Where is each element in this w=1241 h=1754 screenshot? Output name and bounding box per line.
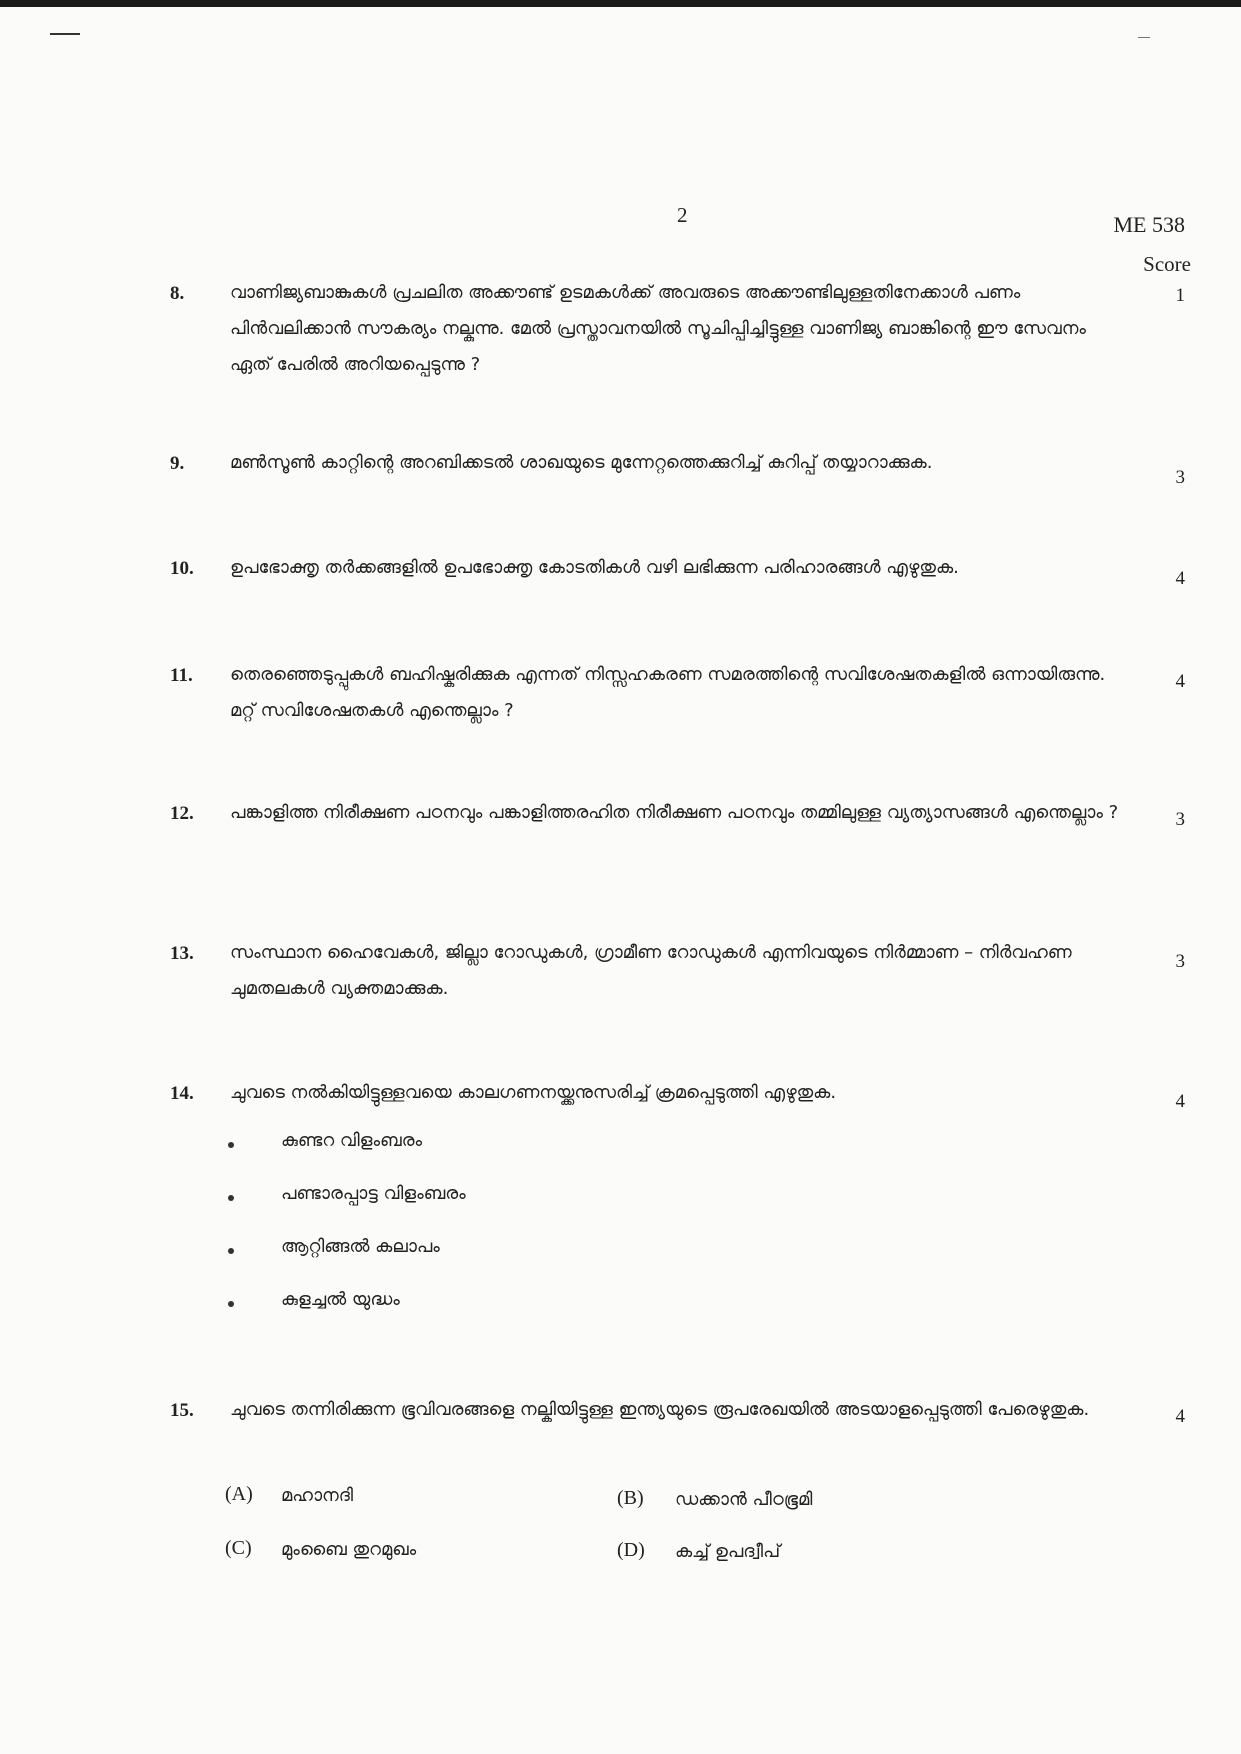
bullet-icon: [228, 1248, 234, 1254]
question-text: വാണിജ്യബാങ്കുകൾ പ്രചലിത അക്കൗണ്ട് ഉടമകൾക്ക് അവരുടെ അക്കൗണ്ടിലുള്ളതിനേക്കാൾ പണം പിൻവലിക്കാൻ സൗകര്യം നല്കുന്നു. മേൽ പ്രസ്താവനയിൽ സൂചിപ്പിച്ചിട്ടുള്ള വാണിജ്യ ബാങ്കിന്റെ ഈ സേവനം ഏത് പേരിൽ അറിയപ്പെടുന്നു ?: [230, 282, 1086, 375]
question-number: 9.: [170, 453, 185, 474]
list-item-text: പണ്ടാരപ്പാട്ട വിളംബരം: [281, 1183, 466, 1204]
question-score: 4: [1175, 1091, 1185, 1112]
option-label: (B): [617, 1487, 644, 1509]
q15-option-d: [617, 1539, 1037, 1569]
list-item: [225, 1289, 625, 1319]
question-text: ചുവടെ തന്നിരിക്കുന്ന ഭൂവിവരങ്ങളെ നല്കിയിട്ടുള്ള ഇന്ത്യയുടെ രൂപരേഖയിൽ അടയാളപ്പെടുത്തി പേരെഴുതുക.: [230, 1399, 1090, 1420]
q15-option-c: [225, 1537, 645, 1567]
question-number: 11.: [170, 665, 193, 686]
q15-option-b: [617, 1487, 1037, 1517]
scan-mark: [1138, 37, 1150, 38]
question-number: 15.: [170, 1400, 194, 1421]
question-score: 1: [1175, 285, 1185, 306]
question-text: മൺസൂൺ കാറ്റിന്റെ അറബിക്കടൽ ശാഖയുടെ മുന്നേറ്റത്തെക്കുറിച്ച് കുറിപ്പ് തയ്യാറാക്കുക.: [230, 452, 933, 473]
list-item: [225, 1130, 625, 1160]
option-text: ഡക്കാൻ പീഠഭൂമി: [675, 1489, 813, 1510]
question-number: 12.: [170, 803, 194, 824]
question-number: 14.: [170, 1083, 194, 1104]
question-text: സംസ്ഥാന ഹൈവേകൾ, ജില്ലാ റോഡുകൾ, ഗ്രാമീണ റോഡുകൾ എന്നിവയുടെ നിർമ്മാണ – നിർവഹണ ചുമതലകൾ വ്യക്തമാക്കുക.: [230, 942, 1072, 999]
question-score: 3: [1175, 467, 1185, 488]
scan-top-edge: [0, 0, 1241, 7]
list-item: [225, 1236, 625, 1266]
question-score: 4: [1175, 671, 1185, 692]
question-text: ഉപഭോക്തൃ തർക്കങ്ങളിൽ ഉപഭോക്തൃ കോടതികൾ വഴി ലഭിക്കുന്ന പരിഹാരങ്ങൾ എഴുതുക.: [230, 557, 959, 578]
question-text: പങ്കാളിത്ത നിരീക്ഷണ പഠനവും പങ്കാളിത്തരഹിത നിരീക്ഷണ പഠനവും തമ്മിലുള്ള വ്യത്യാസങ്ങൾ എന്തെല്ലാം ?: [230, 802, 1119, 823]
question-number: 13.: [170, 943, 194, 964]
question-text: തെരഞ്ഞെടുപ്പുകൾ ബഹിഷ്കരിക്കുക എന്നത് നിസ്സഹകരണ സമരത്തിന്റെ സവിശേഷതകളിൽ ഒന്നായിരുന്നു. മറ്റ് സവിശേഷതകൾ എന്തെല്ലാം ?: [230, 664, 1106, 721]
list-item-text: കുണ്ടറ വിളംബരം: [281, 1130, 423, 1151]
option-label: (C): [225, 1537, 252, 1559]
option-label: (A): [225, 1483, 253, 1505]
question-text: ചുവടെ നൽകിയിട്ടുള്ളവയെ കാലഗണനയ്ക്കനുസരിച്ച് ക്രമപ്പെടുത്തി എഴുതുക.: [230, 1082, 837, 1103]
list-item-text: കുളച്ചൽ യുദ്ധം: [281, 1289, 400, 1310]
option-label: (D): [617, 1539, 645, 1561]
scan-mark: [50, 33, 80, 35]
question-score: 3: [1175, 951, 1185, 972]
list-item-text: ആറ്റിങ്ങൽ കലാപം: [281, 1236, 440, 1257]
option-text: മുംബൈ തുറമുഖം: [281, 1539, 417, 1560]
q15-option-a: [225, 1483, 645, 1513]
option-text: കച്ച് ഉപദ്വീപ്: [675, 1541, 781, 1562]
page-number: 2: [677, 203, 688, 227]
bullet-icon: [228, 1195, 234, 1201]
question-score: 3: [1175, 809, 1185, 830]
bullet-icon: [228, 1301, 234, 1307]
question-number: 10.: [170, 558, 194, 579]
option-text: മഹാനദി: [281, 1485, 354, 1506]
score-column-heading: Score: [1143, 252, 1191, 276]
paper-code: ME 538: [1113, 212, 1185, 237]
question-score: 4: [1175, 1406, 1185, 1427]
bullet-icon: [228, 1142, 234, 1148]
question-score: 4: [1175, 568, 1185, 589]
question-number: 8.: [170, 283, 185, 304]
list-item: [225, 1183, 625, 1213]
